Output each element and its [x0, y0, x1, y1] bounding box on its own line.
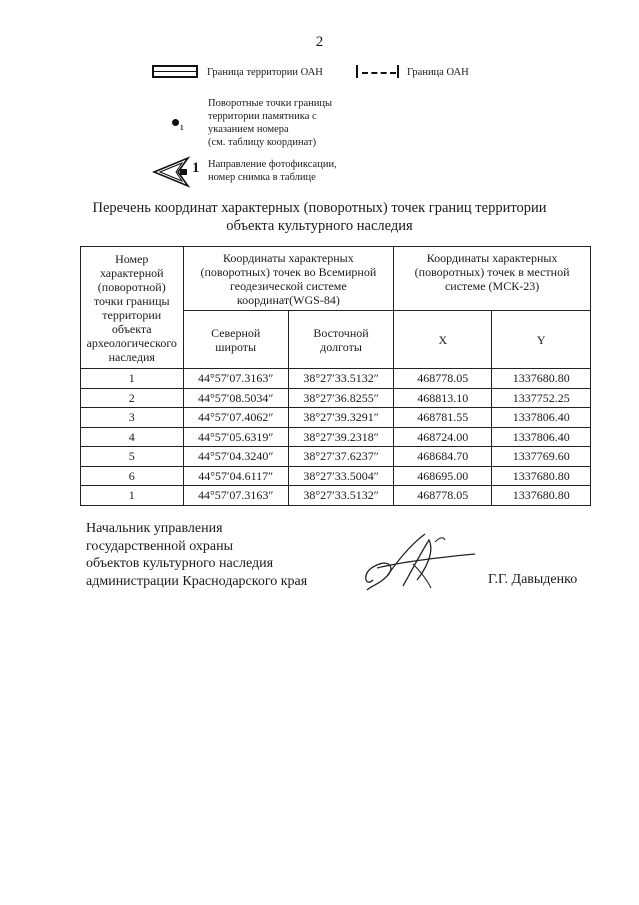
signatory-position: Начальник управления государственной охраны объектов культурного наследия администрации Краснодарского края	[86, 521, 308, 589]
legend-oan-boundary-label: Граница ОАН	[407, 67, 469, 78]
legend-territory-boundary-symbol	[152, 65, 198, 78]
legend-turning-points-label: Поворотные точки границы территории памятника с указанием номера (см. таблицу координат)	[208, 98, 333, 148]
page-number: 2	[315, 34, 324, 50]
legend-photo-direction-label: Направление фотофиксации, номер снимка в таблице	[208, 159, 337, 183]
turning-point-dot-icon	[172, 119, 179, 126]
table-row: 1 44°57′07.3163″ 38°27′33.5132″ 468778.05 1337680.80	[81, 486, 591, 506]
header-msk23: Координаты характерных (поворотных) точек в местной системе (МСК-23)	[394, 247, 591, 311]
header-point-number: Номер характерной (поворотной) точки границы территории объекта археологического наследия	[81, 247, 184, 369]
table-row: 5 44°57′04.3240″ 38°27′37.6237″ 468684.70 1337769.60	[81, 447, 591, 467]
table-row: 4 44°57′05.6319″ 38°27′39.2318″ 468724.00 1337806.40	[81, 427, 591, 447]
signer-name: Г.Г. Давыденко	[488, 572, 578, 587]
coordinates-table	[80, 246, 591, 506]
legend-oan-boundary-symbol	[362, 72, 396, 74]
table-row: 6 44°57′04.6117″ 38°27′33.5004″ 468695.00 1337680.80	[81, 466, 591, 486]
photo-direction-icon	[152, 156, 192, 188]
legend-territory-boundary-label: Граница территории ОАН	[207, 67, 323, 78]
header-wgs84: Координаты характерных (поворотных) точек во Всемирной геодезической системе координат(WGS-84)	[183, 247, 394, 311]
table-row: 2 44°57′08.5034″ 38°27′36.8255″ 468813.10 1337752.25	[81, 388, 591, 408]
header-y: Y	[492, 311, 591, 369]
handwritten-signature	[355, 528, 480, 598]
table-row: 3 44°57′07.4062″ 38°27′39.3291″ 468781.55 1337806.40	[81, 408, 591, 428]
turning-point-marker-label: 1	[180, 124, 184, 132]
photo-direction-marker-label: 1	[192, 160, 200, 176]
header-east-longitude: Восточной долготы	[288, 311, 393, 369]
document-title: Перечень координат характерных (поворотных) точек границ территории объекта культурного наследия	[92, 200, 547, 234]
header-north-latitude: Северной широты	[183, 311, 288, 369]
header-x: X	[394, 311, 492, 369]
table-row: 1 44°57′07.3163″ 38°27′33.5132″ 468778.05 1337680.80	[81, 369, 591, 389]
